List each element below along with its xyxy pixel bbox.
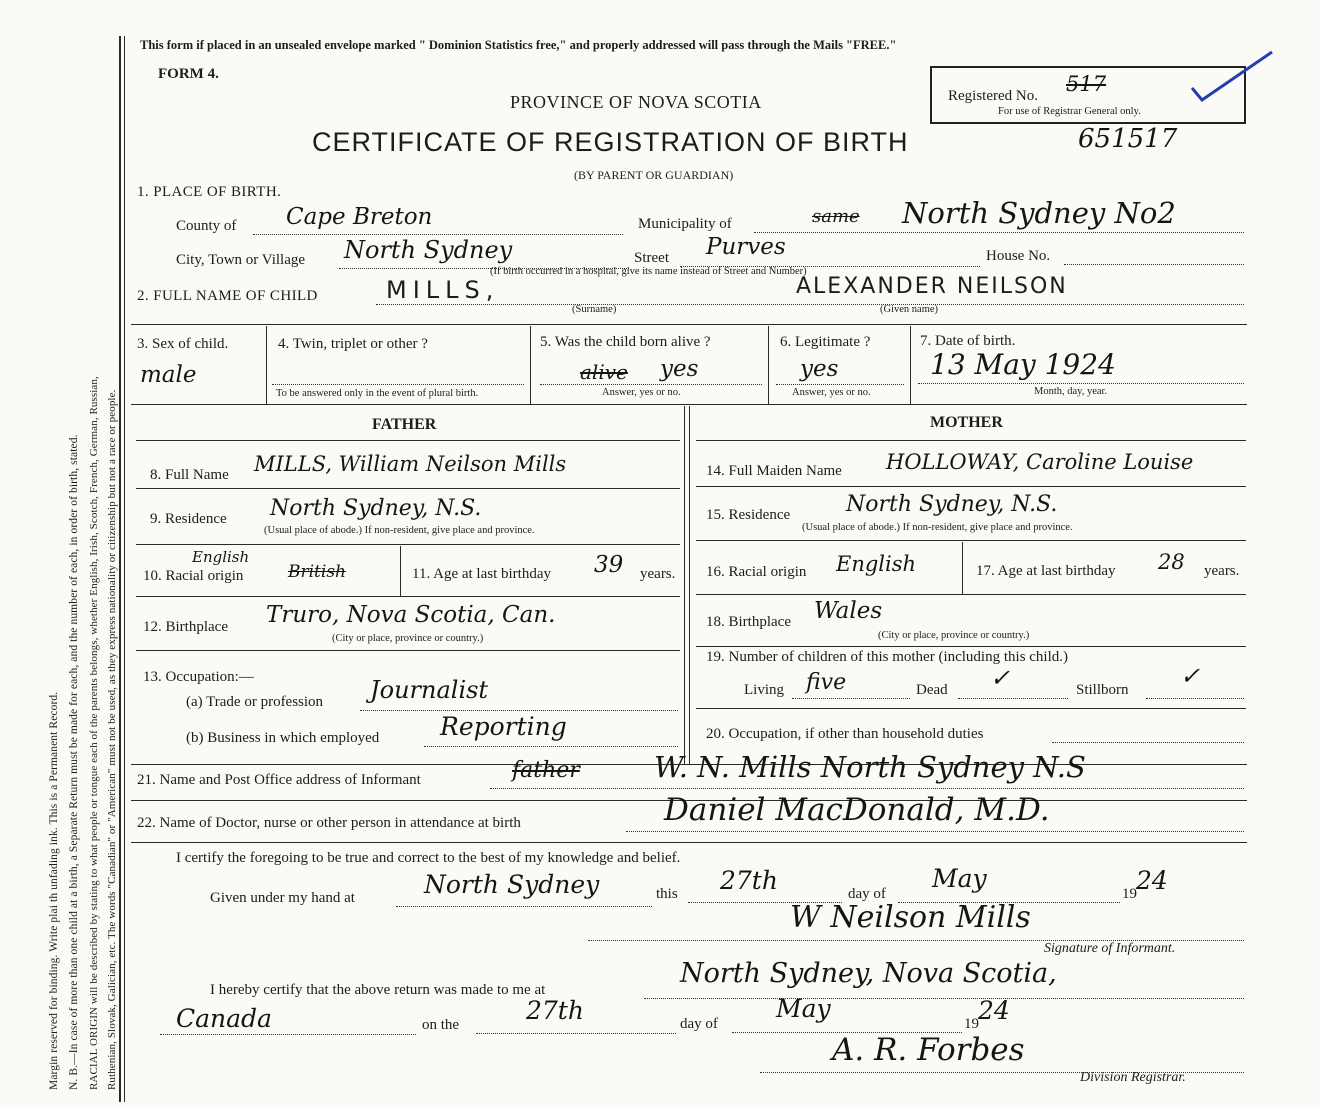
margin-note-3: RACIAL ORIGIN will be described by stating to what people or tongue each of the parents belongs, whether English, Irish, Scotch, French, German, Russian,: [88, 376, 100, 1090]
alive-label: 5. Was the child born alive ?: [540, 334, 711, 350]
registered-label: Registered No.: [948, 88, 1038, 104]
registrar-place: North Sydney, Nova Scotia,: [680, 958, 1057, 989]
doctor-label: 22. Name of Doctor, nurse or other person in attendance at birth: [137, 815, 521, 831]
street-label: Street: [634, 250, 669, 266]
given-label: Given under my hand at: [210, 890, 355, 906]
father-race-label: 10. Racial origin: [143, 568, 244, 584]
form-number: FORM 4.: [158, 66, 219, 82]
sex-value: male: [140, 362, 197, 388]
mother-race-value: English: [836, 552, 917, 576]
father-occ-label: 13. Occupation:—: [143, 669, 254, 685]
municipality-struck: same: [812, 206, 860, 227]
dead-label: Dead: [916, 682, 948, 698]
father-age-label: 11. Age at last birthday: [412, 566, 551, 582]
mother-age-value: 28: [1158, 550, 1185, 574]
county-label: County of: [176, 218, 237, 234]
father-age-value: 39: [594, 552, 624, 578]
twin-note: To be answered only in the event of plural birth.: [276, 388, 479, 399]
registrar-place-2: Canada: [176, 1004, 272, 1033]
given-note: (Given name): [880, 304, 939, 315]
county-value: Cape Breton: [286, 204, 433, 230]
surname-note: (Surname): [572, 304, 617, 315]
registrar-dayof: day of: [680, 1016, 718, 1032]
page-title: CERTIFICATE OF REGISTRATION OF BIRTH: [312, 127, 909, 157]
hospital-note: (If birth occurred in a hospital, give its name instead of Street and Number): [490, 266, 807, 277]
dob-value: 13 May 1924: [930, 348, 1116, 381]
child-name-label: 2. FULL NAME OF CHILD: [137, 288, 318, 304]
dob-note: Month, day, year.: [1034, 386, 1108, 397]
house-label: House No.: [986, 248, 1051, 264]
mother-race-label: 16. Racial origin: [706, 564, 807, 580]
city-label: City, Town or Village: [176, 252, 306, 268]
sex-label: 3. Sex of child.: [137, 336, 229, 352]
legit-label: 6. Legitimate ?: [780, 334, 871, 350]
twin-label: 4. Twin, triplet or other ?: [278, 336, 428, 352]
informant-value: W. N. Mills North Sydney N.S: [654, 750, 1086, 784]
doctor-value: Daniel MacDonald, M.D.: [664, 792, 1050, 828]
signature-label: Signature of Informant.: [1044, 941, 1176, 956]
given-day: 27th: [720, 866, 778, 895]
mother-bp-note: (City or place, province or country.): [878, 630, 1030, 641]
mother-name-value: HOLLOWAY, Caroline Louise: [886, 450, 1194, 474]
father-bp-note: (City or place, province or country.): [332, 633, 484, 644]
stillborn-value: ✓: [1180, 662, 1201, 690]
father-heading: FATHER: [372, 416, 437, 433]
living-label: Living: [744, 682, 784, 698]
given-place: North Sydney: [424, 870, 600, 899]
legit-note: Answer, yes or no.: [792, 387, 871, 398]
informant-signature: W Neilson Mills: [790, 900, 1031, 935]
province-title: PROVINCE OF NOVA SCOTIA: [510, 92, 762, 112]
reg-year-suffix: 24: [978, 996, 1010, 1025]
alive-note: Answer, yes or no.: [602, 387, 681, 398]
margin-note-2: N. B.—In case of more than one child at a birth, a Separate Return must be made for each, and the number of each, in order of birth, stated.: [68, 434, 80, 1090]
year-prefix: 19: [1122, 886, 1137, 902]
informant-label: 21. Name and Post Office address of Informant: [137, 772, 421, 788]
registrar-day: 27th: [526, 996, 584, 1025]
father-race-struck: British: [288, 562, 346, 582]
father-res-value: North Sydney, N.S.: [270, 496, 482, 521]
given-month: May: [932, 864, 987, 893]
registrar-note: For use of Registrar General only.: [998, 106, 1141, 117]
mother-name-label: 14. Full Maiden Name: [706, 463, 842, 479]
business-value: Reporting: [440, 712, 567, 741]
mother-res-label: 15. Residence: [706, 507, 791, 523]
year-suffix: 24: [1136, 866, 1168, 895]
certify-text: I certify the foregoing to be true and correct to the best of my knowledge and belief.: [176, 850, 681, 866]
legit-value: yes: [800, 356, 839, 382]
mother-occ-label: 20. Occupation, if other than household duties: [706, 726, 984, 742]
registrar-text: I hereby certify that the above return was made to me at: [210, 982, 546, 998]
mother-bp-value: Wales: [814, 598, 883, 624]
father-name-value: MILLS, William Neilson Mills: [254, 452, 567, 476]
father-res-label: 9. Residence: [150, 511, 227, 527]
checkmark-icon: [1188, 48, 1278, 104]
father-bp-value: Truro, Nova Scotia, Can.: [266, 602, 556, 628]
mother-years: years.: [1204, 563, 1240, 579]
registrar-month: May: [776, 994, 831, 1023]
trade-value: Journalist: [370, 676, 489, 704]
dayof-label: day of: [848, 886, 886, 902]
living-value: five: [806, 670, 847, 695]
child-surname: MILLS,: [386, 276, 500, 304]
title-number: 651517: [1078, 124, 1178, 154]
margin-line: [119, 36, 121, 1102]
registrar-signature: A. R. Forbes: [832, 1032, 1025, 1068]
margin-line-inner: [124, 36, 125, 1102]
place-heading: 1. PLACE OF BIRTH.: [137, 184, 282, 200]
stillborn-label: Stillborn: [1076, 682, 1129, 698]
on-label: on the: [422, 1017, 460, 1033]
father-race-value: English: [192, 548, 250, 566]
mother-res-note: (Usual place of abode.) If non-resident, give place and province.: [802, 522, 1073, 533]
city-value: North Sydney: [344, 236, 513, 264]
mother-res-value: North Sydney, N.S.: [846, 492, 1058, 517]
municipality-value: North Sydney No2: [902, 196, 1176, 230]
registered-value: 517: [1066, 72, 1107, 96]
subtitle: (BY PARENT OR GUARDIAN): [574, 168, 734, 182]
father-years: years.: [640, 566, 676, 582]
father-bp-label: 12. Birthplace: [143, 619, 228, 635]
street-value: Purves: [706, 234, 786, 260]
this-label: this: [656, 886, 678, 902]
mother-age-label: 17. Age at last birthday: [976, 563, 1116, 579]
alive-struck: alive: [580, 360, 628, 384]
municipality-label: Municipality of: [638, 216, 732, 232]
dob-label: 7. Date of birth.: [920, 333, 1016, 349]
mail-notice: This form if placed in an unsealed envelope marked " Dominion Statistics free," and properly addressed will pass through the Mails "FREE.": [140, 38, 897, 52]
margin-note-1: Margin reserved for binding. Write plai th unfading ink. This is a Permanent Record.: [48, 691, 60, 1090]
father-name-label: 8. Full Name: [150, 467, 229, 483]
informant-struck: father: [512, 758, 580, 783]
mother-bp-label: 18. Birthplace: [706, 614, 791, 630]
trade-label: (a) Trade or profession: [186, 694, 324, 710]
margin-note-4: Ruthenian, Slovak, Galician, etc. The words "Canadian" or "American" must not be used, as they express nationality or citizenship but not a race or people.: [106, 389, 118, 1090]
alive-value: yes: [660, 356, 699, 382]
reg-year-prefix: 19: [964, 1016, 979, 1032]
dead-value: ✓: [990, 664, 1011, 692]
business-label: (b) Business in which employed: [186, 730, 380, 746]
children-label: 19. Number of children of this mother (including this child.): [706, 649, 1069, 665]
child-given-name: ALEXANDER NEILSON: [796, 274, 1068, 299]
mother-heading: MOTHER: [930, 414, 1003, 431]
registrar-label: Division Registrar.: [1080, 1070, 1186, 1085]
father-res-note: (Usual place of abode.) If non-resident, give place and province.: [264, 525, 535, 536]
